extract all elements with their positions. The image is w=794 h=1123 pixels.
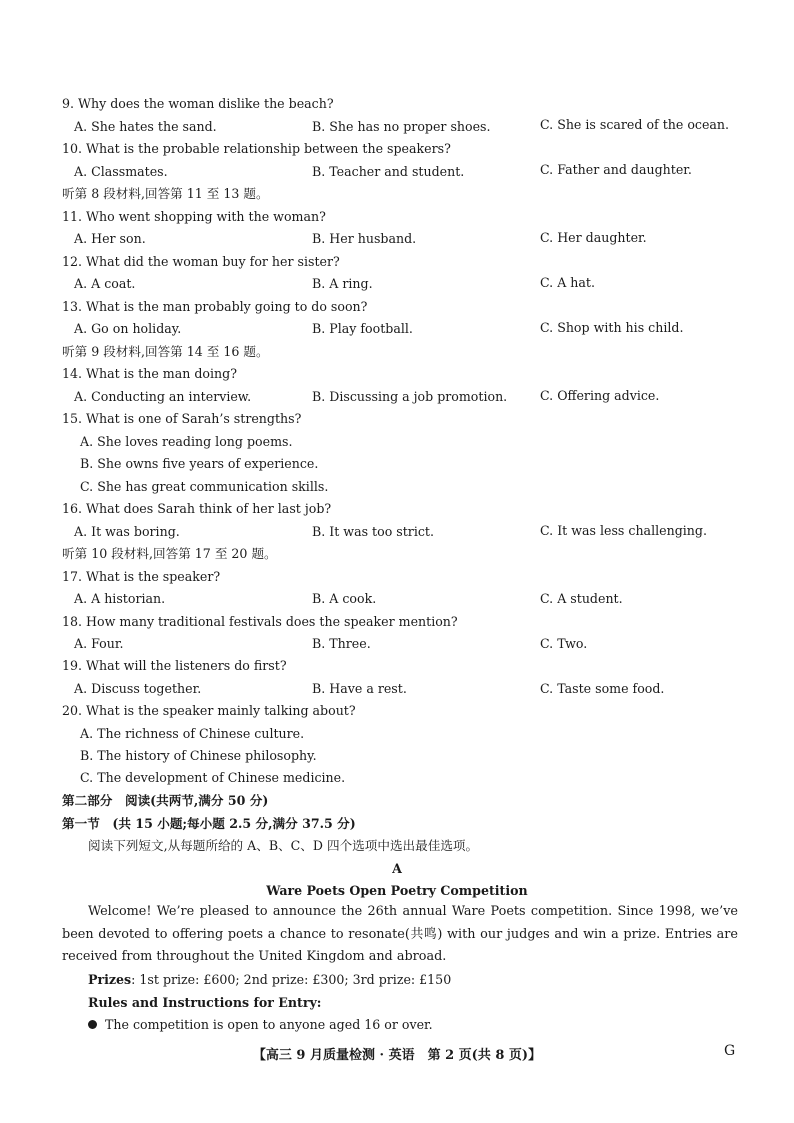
question-15-option-b: B. She owns five years of experience. — [80, 456, 319, 471]
question-10-option-b: B. Teacher and student. — [312, 164, 465, 179]
question-11-option-c: C. Her daughter. — [540, 230, 647, 245]
question-13-stem: 13. What is the man probably going to do soon? — [62, 299, 368, 314]
prizes-label: Prizes — [88, 972, 132, 987]
section-instruction-10: 听第 10 段材料,回答第 17 至 20 题。 — [62, 546, 277, 561]
question-9-option-c: C. She is scared of the ocean. — [540, 117, 730, 132]
question-19-option-a: A. Discuss together. — [74, 681, 202, 696]
question-17-stem: 17. What is the speaker? — [62, 569, 221, 584]
question-15-option-c: C. She has great communication skills. — [80, 479, 329, 494]
question-13-option-b: B. Play football. — [312, 321, 413, 336]
question-14-option-b: B. Discussing a job promotion. — [312, 389, 508, 404]
prizes-text: : 1st prize: £600; 2nd prize: £300; 3rd prize: £150 — [131, 972, 452, 987]
question-12-option-a: A. A coat. — [74, 276, 136, 291]
question-12-stem: 12. What did the woman buy for her sister? — [62, 254, 340, 269]
question-18-option-c: C. Two. — [540, 636, 588, 651]
question-13-option-c: C. Shop with his child. — [540, 320, 684, 335]
question-14-stem: 14. What is the man doing? — [62, 366, 237, 381]
paper-code: G — [724, 1043, 736, 1059]
question-14-option-a: A. Conducting an interview. — [74, 389, 252, 404]
question-16-option-c: C. It was less challenging. — [540, 523, 707, 538]
question-19-option-c: C. Taste some food. — [540, 681, 665, 696]
rule-item — [88, 1017, 433, 1033]
section-one-heading: 第一节 (共 15 小题;每小题 2.5 分,满分 37.5 分) — [62, 816, 356, 831]
question-9-option-b: B. She has no proper shoes. — [312, 119, 491, 134]
question-17-option-c: C. A student. — [540, 591, 623, 606]
question-18-stem: 18. How many traditional festivals does the speaker mention? — [62, 614, 458, 629]
question-20-option-a: A. The richness of Chinese culture. — [80, 726, 305, 741]
bullet-icon — [88, 1020, 97, 1029]
question-10-option-a: A. Classmates. — [74, 164, 168, 179]
question-17-option-a: A. A historian. — [74, 591, 166, 606]
section-instruction-8: 听第 8 段材料,回答第 11 至 13 题。 — [62, 186, 269, 201]
passage-letter: A — [392, 861, 402, 876]
question-19-option-b: B. Have a rest. — [312, 681, 407, 696]
question-10-stem: 10. What is the probable relationship between the speakers? — [62, 141, 451, 156]
reading-directions: 阅读下列短文,从每题所给的 A、B、C、D 四个选项中选出最佳选项。 — [88, 838, 479, 853]
question-16-stem: 16. What does Sarah think of her last job? — [62, 501, 332, 516]
rule-item-text: The competition is open to anyone aged 16 or over. — [105, 1017, 433, 1032]
question-18-option-a: A. Four. — [74, 636, 124, 651]
rules-heading: Rules and Instructions for Entry: — [88, 995, 322, 1010]
question-20-option-b: B. The history of Chinese philosophy. — [80, 748, 317, 763]
question-11-stem: 11. Who went shopping with the woman? — [62, 209, 326, 224]
prizes-line — [88, 972, 451, 988]
question-12-option-c: C. A hat. — [540, 275, 595, 290]
question-20-option-c: C. The development of Chinese medicine. — [80, 770, 346, 785]
question-11-option-a: A. Her son. — [74, 231, 146, 246]
question-9-option-a: A. She hates the sand. — [74, 119, 217, 134]
passage-title: Ware Poets Open Poetry Competition — [266, 883, 528, 898]
question-18-option-b: B. Three. — [312, 636, 371, 651]
page-footer: 【高三 9 月质量检测 · 英语 第 2 页(共 8 页)】 — [252, 1048, 542, 1063]
question-17-option-b: B. A cook. — [312, 591, 377, 606]
question-13-option-a: A. Go on holiday. — [74, 321, 182, 336]
question-19-stem: 19. What will the listeners do first? — [62, 658, 287, 673]
part-two-heading: 第二部分 阅读(共两节,满分 50 分) — [62, 793, 269, 808]
section-instruction-9: 听第 9 段材料,回答第 14 至 16 题。 — [62, 344, 269, 359]
question-15-option-a: A. She loves reading long poems. — [80, 434, 293, 449]
question-20-stem: 20. What is the speaker mainly talking about? — [62, 703, 356, 718]
question-9-stem: 9. Why does the woman dislike the beach? — [62, 96, 334, 111]
question-12-option-b: B. A ring. — [312, 276, 373, 291]
question-14-option-c: C. Offering advice. — [540, 388, 660, 403]
question-16-option-b: B. It was too strict. — [312, 524, 434, 539]
question-11-option-b: B. Her husband. — [312, 231, 417, 246]
question-10-option-c: C. Father and daughter. — [540, 162, 692, 177]
question-15-stem: 15. What is one of Sarah’s strengths? — [62, 411, 302, 426]
question-16-option-a: A. It was boring. — [74, 524, 180, 539]
passage-intro-paragraph: Welcome! We’re pleased to announce the 26th annual Ware Poets competition. Since 1998, we’ve been devoted to offering poets a chance to resonate(共鸣) with our judges and win a prize. Entries are received from throughout the United Kingdom and abroad. — [62, 904, 738, 964]
